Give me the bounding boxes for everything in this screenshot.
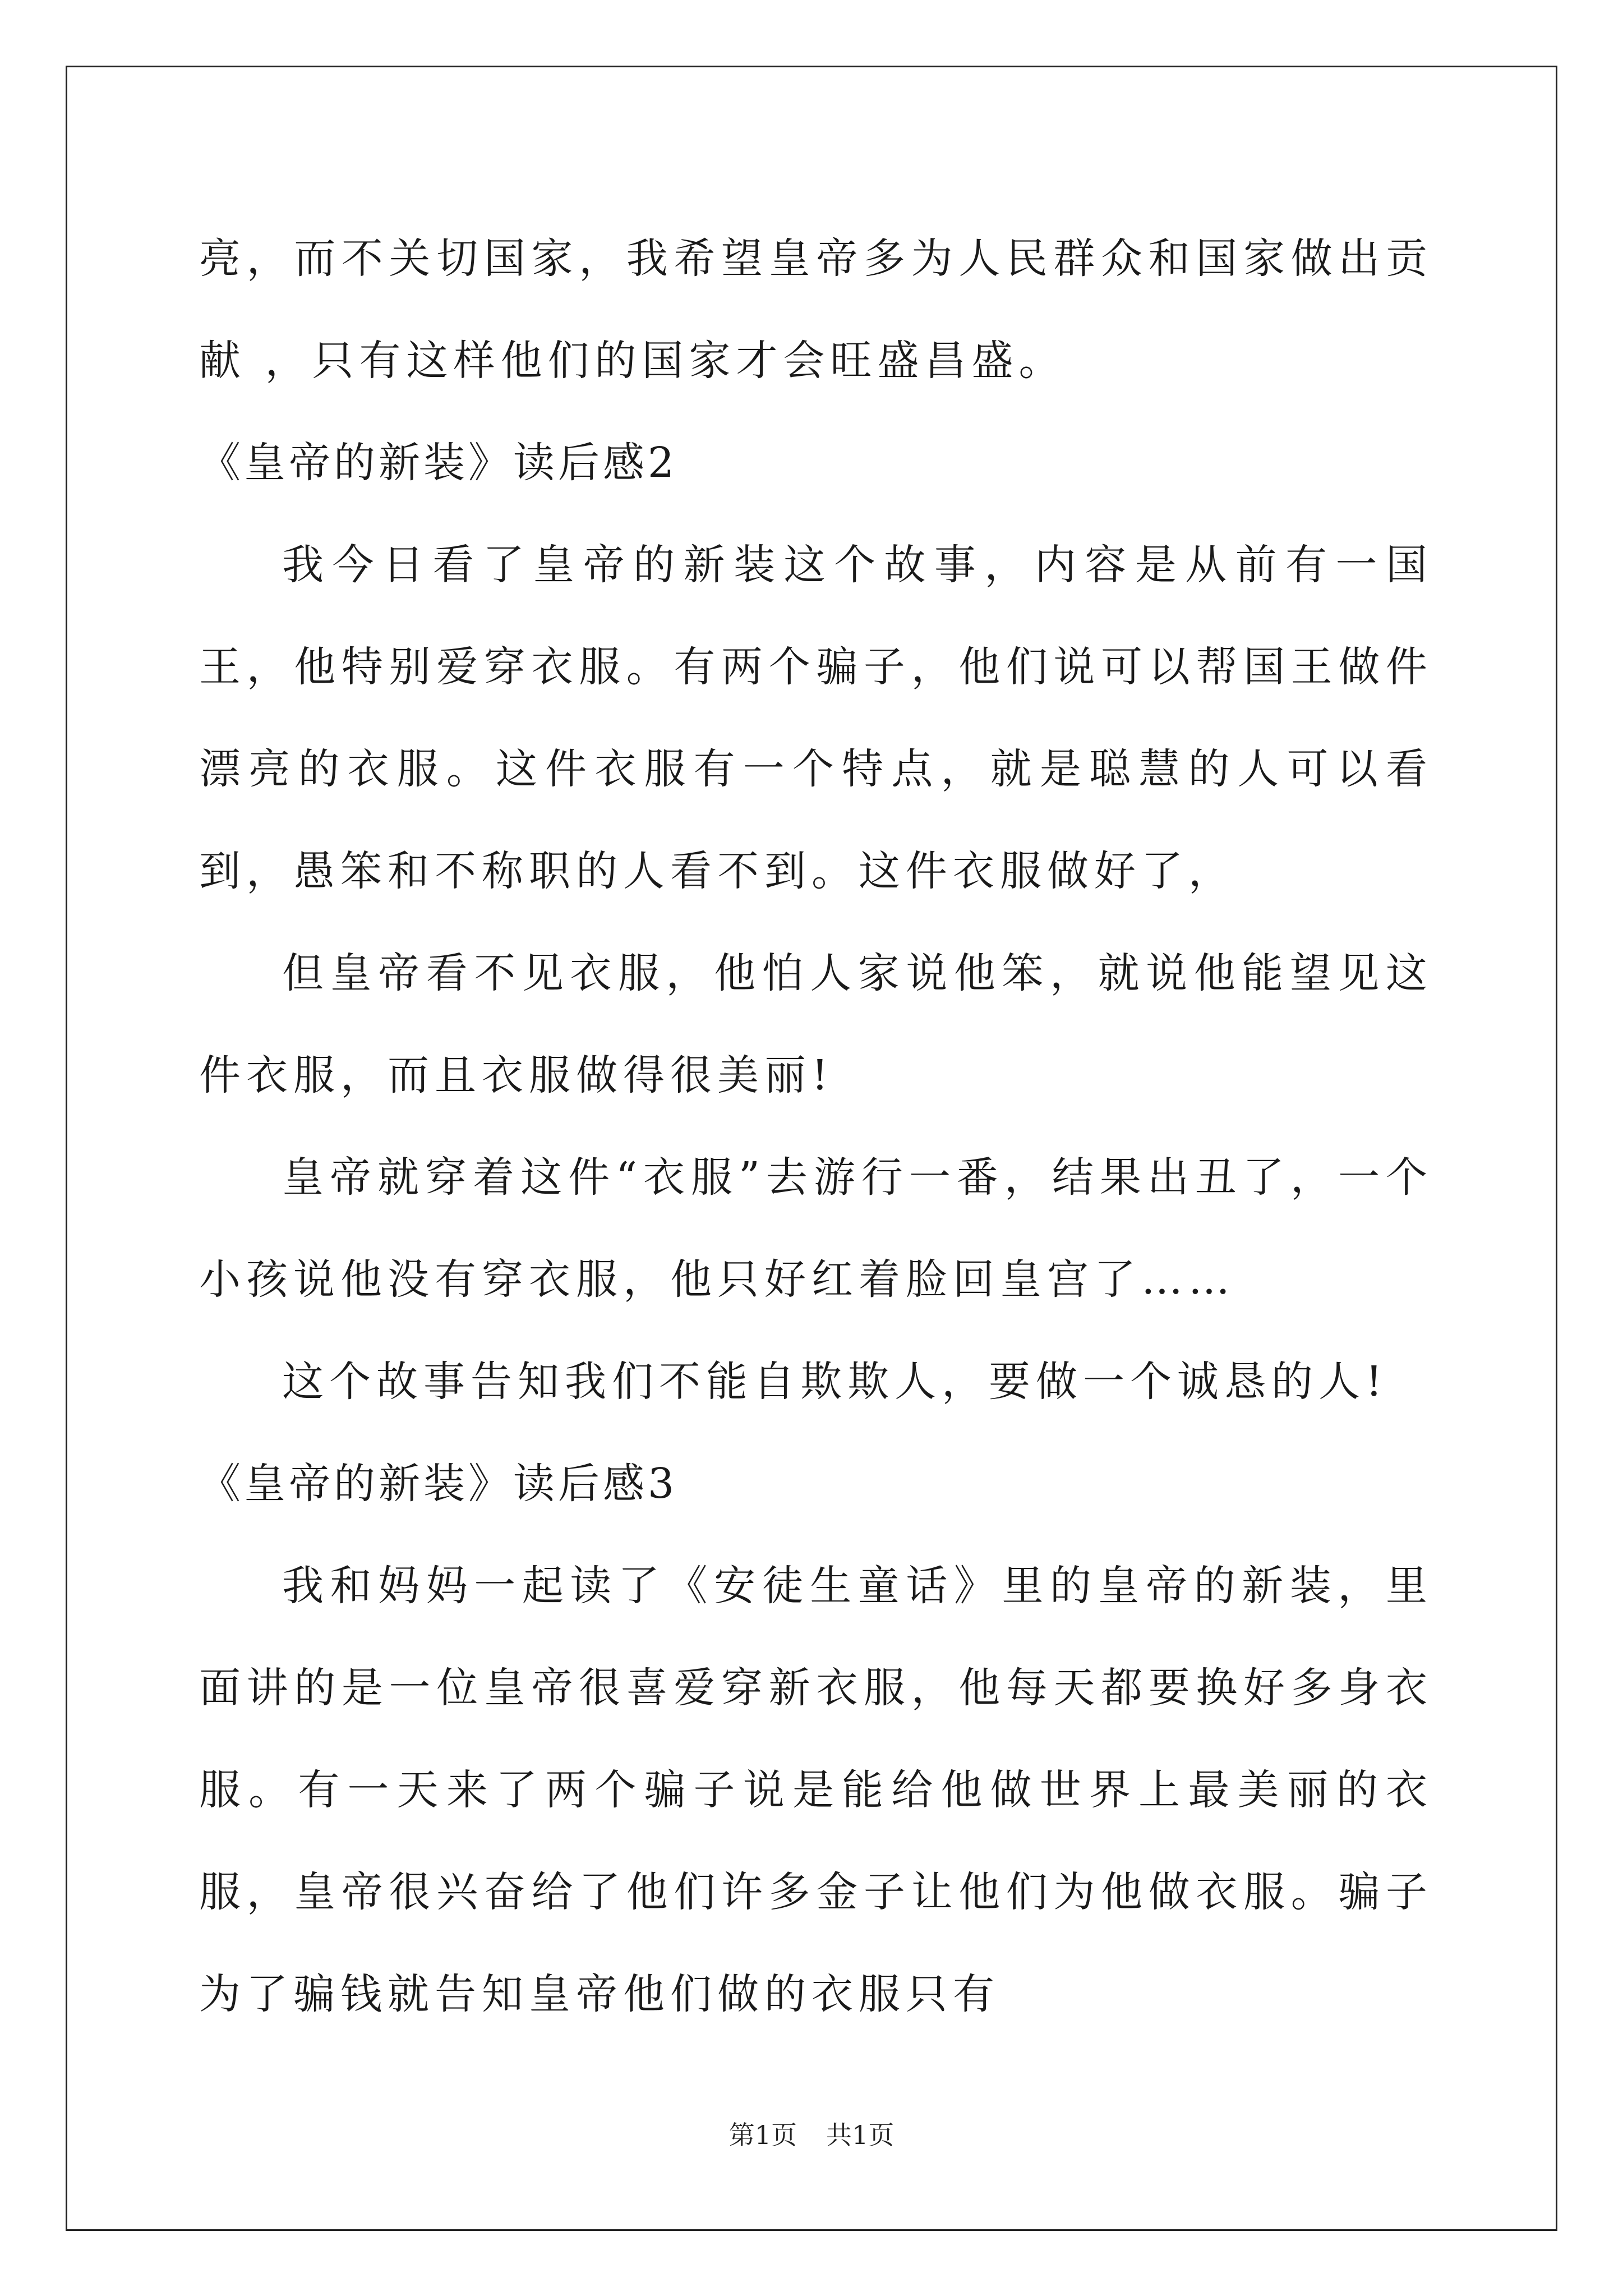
paragraph-emperor-pretends: 但皇帝看不见衣服，他怕人家说他笨，就说他能望见这件衣服，而且衣服做得很美丽! [199, 949, 1433, 1099]
paragraph-parade: 皇帝就穿着这件“衣服”去游行一番，结果出丑了，一个小孩说他没有穿衣服，他只好红着脸回皇宫了…… [199, 1153, 1433, 1304]
paragraph-story-summary: 我今日看了皇帝的新装这个故事，内容是从前有一国王，他特别爱穿衣服。有两个骗子，他们说可以帮国王做件漂亮的衣服。这件衣服有一个特点，就是聪慧的人可以看到，愚笨和不称职的人看不到。这件衣服做好了， [199, 541, 1433, 895]
page-total: 共1页 [826, 2120, 895, 2150]
page-number: 第1页 [728, 2120, 797, 2150]
section-heading-2: 《皇帝的新装》读后感2 [199, 439, 678, 487]
section-heading-3: 《皇帝的新装》读后感3 [199, 1460, 678, 1508]
page-footer [0, 2118, 1623, 2152]
document-body [199, 208, 1433, 2045]
paragraph-reading-with-mom: 我和妈妈一起读了《安徒生童话》里的皇帝的新装，里面讲的是一位皇帝很喜爱穿新衣服，他每天都要换好多身衣服。有一天来了两个骗子说是能给他做世界上最美丽的衣服，皇帝很兴奋给了他们许多金子让他们为他做衣服。骗子为了骗钱就告知皇帝他们做的衣服只有 [199, 1562, 1433, 2018]
paragraph-moral: 这个故事告知我们不能自欺欺人，要做一个诚恳的人! [282, 1358, 1388, 1406]
paragraph-intro-continuation: 亮，而不关切国家，我希望皇帝多为人民群众和国家做出贡献 ，只有这样他们的国家才会旺盛昌盛。 [199, 234, 1433, 385]
